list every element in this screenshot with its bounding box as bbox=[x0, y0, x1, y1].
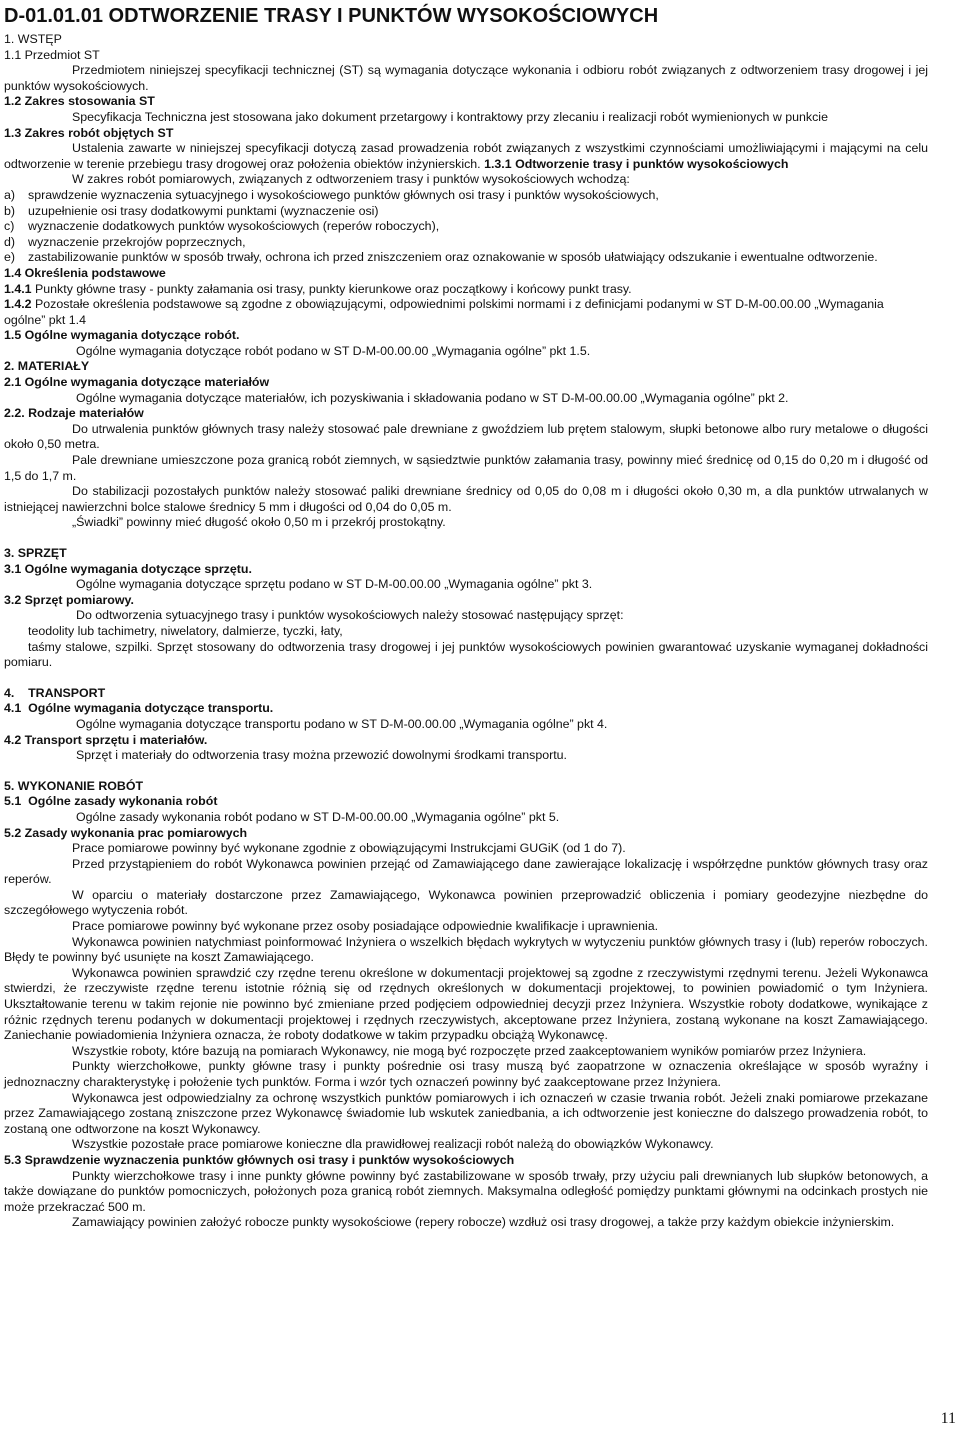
section-1-3-heading: 1.3 Zakres robót objętych ST bbox=[4, 125, 174, 140]
scope-list bbox=[4, 188, 928, 266]
document-title: D-01.01.01 ODTWORZENIE TRASY I PUNKTÓW WYSOKOŚCIOWYCH bbox=[4, 5, 659, 27]
section-1-3-1-intro: W zakres robót pomiarowych, związanych z odtworzeniem trasy i punktów wysokościowych wchodzą: bbox=[72, 172, 630, 187]
section-1-3-body: Ustalenia zawarte w niniejszej specyfikacji dotyczą zasad prowadzenia robót związanych z wszystkimi czynnościami umożliwiającymi i mającymi na celu odtworzenie w terenie przebiegu trasy drogowej oraz położenia obiektów inżynierskich. bbox=[4, 141, 928, 171]
section-1-4-1-number: 1.4.1 bbox=[4, 281, 32, 296]
section-5-2-heading: 5.2 Zasady wykonania prac pomiarowych bbox=[4, 825, 248, 840]
section-5-2-para: Wykonawca powinien natychmiast poinformować Inżyniera o wszelkich błędach wykrytych w wytyczeniu punktów głównych trasy i (lub) reperów roboczych. Błędy te powinny być usunięte na koszt Zamawiającego. bbox=[4, 934, 928, 965]
section-5-3-para: Punkty wierzchołkowe trasy i inne punkty główne powinny być zastabilizowane w sposób trwały, przy użyciu pali drewnianych lub słupków betonowych, a także dowiązane do punktów pomocniczych, położonych poza granicą robót ziemnych. Maksymalna odległość pomiędzy punktami głównymi na odcinkach prostych nie może przekraczać 500 m. bbox=[4, 1168, 928, 1214]
section-2-2-para: Pale drewniane umieszczone poza granicą robót ziemnych, w sąsiedztwie punktów załamania trasy, powinny mieć średnicę od 0,15 do 0,20 m i długość od 1,5 do 1,7 m. bbox=[4, 453, 928, 483]
list-letter: c) bbox=[4, 219, 15, 234]
list-item bbox=[4, 188, 928, 204]
list-letter: d) bbox=[4, 234, 16, 249]
section-2-heading: 2. MATERIAŁY bbox=[4, 359, 90, 374]
list-item bbox=[4, 235, 928, 251]
list-letter: b) bbox=[4, 203, 16, 218]
section-5-1-heading: 5.1 Ogólne zasady wykonania robót bbox=[4, 794, 218, 809]
list-letter: e) bbox=[4, 250, 16, 265]
section-2-1-heading: 2.1 Ogólne wymagania dotyczące materiałów bbox=[4, 375, 270, 390]
equipment-line: taśmy stalowe, szpilki. Sprzęt stosowany do odtworzenia trasy drogowej i jej punktów wysokościowych powinien gwarantować uzyskanie wymaganej dokładności pomiaru. bbox=[4, 639, 928, 670]
section-5-heading: 5. WYKONANIE ROBÓT bbox=[4, 778, 144, 793]
section-1-4-2-text: Pozostałe określenia podstawowe są zgodne z obowiązującymi, odpowiednimi polskimi normami i z definicjami podanymi w ST D-M-00.00.00 „Wymagania ogólne” pkt 1.4 bbox=[4, 297, 884, 327]
section-5-2-para: Wykonawca powinien sprawdzić czy rzędne terenu określone w dokumentacji projektowej są zgodne z rzeczywistymi rzędnymi terenu. Jeżeli Wykonawca stwierdzi, że rzeczywiste rzędne terenu istotnie różnią się od rzędnych określonych w dokumentacji projektowej, to powinien powiadomić o tym Inżyniera. Ukształtowanie terenu w takim rejonie nie powinno być zmieniane przed podjęciem odpowiedniej decyzji przez Inżyniera. Wszystkie roboty dodatkowe, wynikające z różnic rzędnych terenu podanych w dokumentacji projektowej i rzędnych rzeczywistych, akceptowane przez Inżyniera, zostaną wykonane na koszt Zamawiającego. Zaniechanie powiadomienia Inżyniera oznacza, że roboty dodatkowe w takim przypadku obciążą Wykonawcę. bbox=[4, 965, 928, 1043]
section-2-2-heading: 2.2. Rodzaje materiałów bbox=[4, 406, 144, 421]
section-3-2-heading: 3.2 Sprzęt pomiarowy. bbox=[4, 592, 134, 607]
list-letter: a) bbox=[4, 187, 16, 202]
section-1-4-1-text: Punkty główne trasy - punkty załamania osi trasy, punkty kierunkowe oraz początkowy i końcowy punkt trasy. bbox=[31, 281, 632, 296]
section-2-2-para: Do stabilizacji pozostałych punktów należy stosować paliki drewniane średnicy od 0,05 do 0,08 m i długości około 0,30 m, a dla punktów utrwalanych w istniejącej nawierzchni bolce stalowe średnicy 5 mm i długości od 0,04 do 0,05 m. bbox=[4, 484, 928, 514]
section-4-2-text: Sprzęt i materiały do odtworzenia trasy można przewozić dowolnymi środkami transportu. bbox=[76, 748, 568, 763]
section-4-heading: 4. TRANSPORT bbox=[4, 685, 106, 700]
section-5-2-para: Prace pomiarowe powinny być wykonane przez osoby posiadające odpowiednie kwalifikacje i uprawnienia. bbox=[72, 919, 659, 934]
section-5-2-para: Wszystkie roboty, które bazują na pomiarach Wykonawcy, nie mogą być rozpoczęte przed zaakceptowaniem wyników pomiarów przez Inżyniera. bbox=[72, 1043, 867, 1058]
page-number: 11 bbox=[940, 1410, 956, 1427]
section-4-1-text: Ogólne wymagania dotyczące transportu podano w ST D-M-00.00.00 „Wymagania ogólne” pkt 4. bbox=[76, 716, 608, 731]
spacer bbox=[4, 671, 928, 686]
section-5-2-para: Wykonawca jest odpowiedzialny za ochronę wszystkich punktów pomiarowych i ich oznaczeń w czasie trwania robót. Jeżeli znaki pomiarowe przekazane przez Zamawiającego zostaną zniszczone przez Wykonawcę świadomie lub wskutek zaniedbania, a ich odtworzenie jest konieczne do dalszego prowadzenia robót, to zostaną one odtworzone na koszt Wykonawcy. bbox=[4, 1090, 928, 1136]
section-1-2-text: Specyfikacja Techniczna jest stosowana jako dokument przetargowy i kontraktowy przy zlecaniu i realizacji robót wymienionych w punkcie bbox=[72, 109, 828, 124]
section-3-heading: 3. SPRZĘT bbox=[4, 546, 67, 560]
section-5-2-para: Przed przystąpieniem do robót Wykonawca powinien przejąć od Zamawiającego dane zawierające lokalizację i współrzędne punktów głównych trasy oraz reperów. bbox=[4, 856, 928, 887]
section-1-4-2-number: 1.4.2 bbox=[4, 297, 32, 312]
section-1-4-1 bbox=[4, 282, 928, 298]
section-1-5-heading: 1.5 Ogólne wymagania dotyczące robót. bbox=[4, 328, 240, 343]
section-5-1-text: Ogólne zasady wykonania robót podano w ST D-M-00.00.00 „Wymagania ogólne” pkt 5. bbox=[76, 809, 560, 824]
section-1-3-text bbox=[4, 141, 928, 172]
list-text: zastabilizowanie punktów w sposób trwały, ochrona ich przed zniszczeniem oraz oznakowanie w sposób ułatwiający odszukanie i ewentualne odtworzenie. bbox=[28, 250, 878, 265]
section-1-heading: 1. WSTĘP bbox=[4, 32, 62, 46]
list-text: uzupełnienie osi trasy dodatkowymi punktami (wyznaczenie osi) bbox=[28, 203, 379, 218]
list-item bbox=[4, 250, 928, 266]
section-5-2-para: Punkty wierzchołkowe, punkty główne trasy i punkty pośrednie osi trasy muszą być zaopatrzone w oznaczenia określające w sposób wyraźny i jednoznaczny charakterystykę i położenie tych punktów. Forma i wzór tych oznaczeń powinny być zaakceptowane przez Inżyniera. bbox=[4, 1059, 928, 1089]
section-2-2-para: „Świadki” powinny mieć długość około 0,50 m i przekrój prostokątny. bbox=[72, 515, 446, 530]
section-4-2-heading: 4.2 Transport sprzętu i materiałów. bbox=[4, 732, 208, 747]
list-item bbox=[4, 204, 928, 220]
section-5-2-para: W oparciu o materiały dostarczone przez Zamawiającego, Wykonawca powinien przeprowadzić obliczenia i pomiary geodezyjne niezbędne do szczegółowego wytyczenia robót. bbox=[4, 887, 928, 918]
section-1-1-text: Przedmiotem niniejszej specyfikacji technicznej (ST) są wymagania dotyczące wykonania i odbioru robót związanych z odtworzeniem trasy drogowej i jej punktów wysokościowych. bbox=[4, 63, 928, 93]
list-text: sprawdzenie wyznaczenia sytuacyjnego i wysokościowego punktów głównych osi trasy i punktów wysokościowych, bbox=[28, 187, 659, 202]
section-2-1-text: Ogólne wymagania dotyczące materiałów, ich pozyskiwania i składowania podano w ST D-M-00.00.00 „Wymagania ogólne” pkt 2. bbox=[76, 390, 789, 405]
document-body bbox=[4, 4, 928, 1231]
equipment-line: teodolity lub tachimetry, niwelatory, dalmierze, tyczki, łaty, bbox=[28, 623, 343, 638]
section-5-2-para: Wszystkie pozostałe prace pomiarowe konieczne dla prawidłowej realizacji robót należą do obowiązków Wykonawcy. bbox=[72, 1137, 714, 1152]
section-2-2-para: Do utrwalenia punktów głównych trasy należy stosować pale drewniane z gwoździem lub prętem stalowym, słupki betonowe albo rury metalowe o długości około 0,50 metra. bbox=[4, 421, 928, 452]
list-text: wyznaczenie dodatkowych punktów wysokościowych (reperów roboczych), bbox=[28, 219, 440, 234]
section-5-3-heading: 5.3 Sprawdzenie wyznaczenia punktów głównych osi trasy i punktów wysokościowych bbox=[4, 1152, 515, 1167]
section-1-4-2 bbox=[4, 297, 928, 328]
list-text: wyznaczenie przekrojów poprzecznych, bbox=[28, 234, 246, 249]
section-1-5-text: Ogólne wymagania dotyczące robót podano w ST D-M-00.00.00 „Wymagania ogólne” pkt 1.5. bbox=[76, 343, 591, 358]
spacer bbox=[4, 531, 928, 546]
section-1-2-heading: 1.2 Zakres stosowania ST bbox=[4, 94, 155, 109]
section-1-3-1-heading: 1.3.1 Odtworzenie trasy i punktów wysokościowych bbox=[484, 156, 789, 171]
list-item bbox=[4, 219, 928, 235]
section-3-2-intro: Do odtworzenia sytuacyjnego trasy i punktów wysokościowych należy stosować następujący sprzęt: bbox=[76, 608, 624, 623]
section-1-1-heading: 1.1 Przedmiot ST bbox=[4, 47, 100, 62]
section-3-1-heading: 3.1 Ogólne wymagania dotyczące sprzętu. bbox=[4, 561, 252, 576]
section-5-3-para: Zamawiający powinien założyć robocze punkty wysokościowe (repery robocze) wzdłuż osi trasy drogowej, a także przy każdym obiekcie inżynierskim. bbox=[72, 1215, 895, 1230]
spacer bbox=[4, 764, 928, 779]
section-1-4-heading: 1.4 Określenia podstawowe bbox=[4, 265, 166, 280]
section-3-1-text: Ogólne wymagania dotyczące sprzętu podano w ST D-M-00.00.00 „Wymagania ogólne” pkt 3. bbox=[76, 577, 593, 592]
section-4-1-heading: 4.1 Ogólne wymagania dotyczące transportu. bbox=[4, 701, 274, 716]
section-5-2-para: Prace pomiarowe powinny być wykonane zgodnie z obowiązującymi Instrukcjami GUGiK (od 1 do 7). bbox=[72, 841, 626, 856]
